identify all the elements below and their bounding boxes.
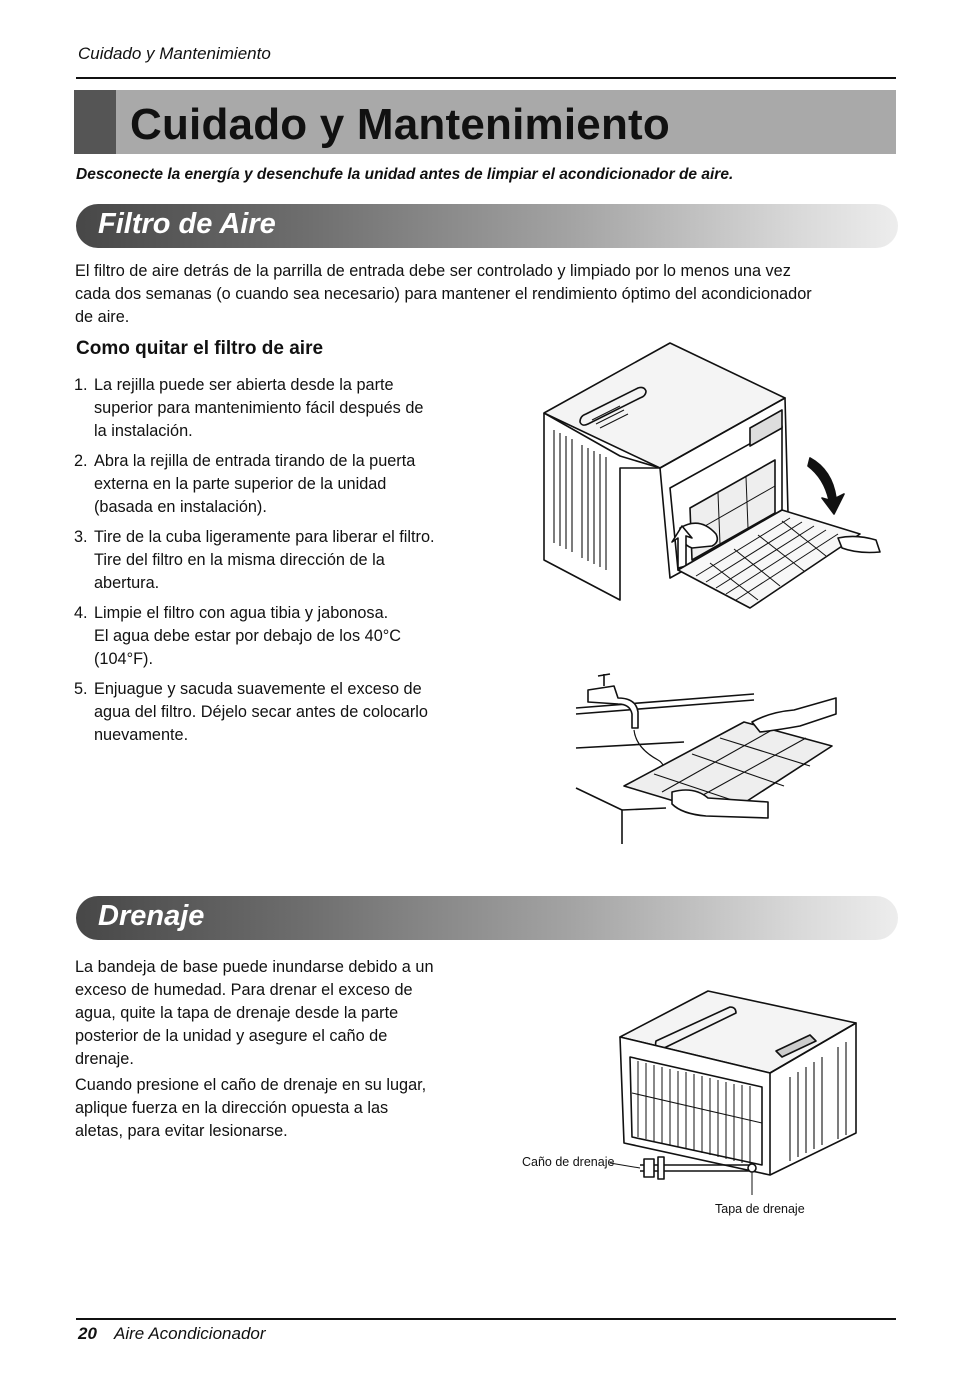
drain-paragraph-1: La bandeja de base puede inundarse debido a un exceso de humedad. Para drenar el exceso de agua, quite la tapa de drenaje desde la parte posterior de la unidad y asegure el caño de drenaje. xyxy=(75,958,434,1068)
section-title-drain: Drenaje xyxy=(98,900,205,932)
list-item: 2. Abra la rejilla de entrada tirando de la puerta externa en la parte superior de la unidad (basada en instalación). xyxy=(74,452,416,516)
running-header: Cuidado y Mantenimiento xyxy=(78,44,271,63)
safety-warning: Desconecte la energía y desenchufe la unidad antes de limpiar el acondicionador de aire. xyxy=(76,166,734,183)
footer-rule xyxy=(76,1318,896,1320)
label-drain-cap: Tapa de drenaje xyxy=(715,1202,805,1216)
filter-subheading: Como quitar el filtro de aire xyxy=(76,338,324,359)
drain-paragraph-2: Cuando presione el caño de drenaje en su lugar, aplique fuerza en la dirección opuesta a las aletas, para evitar lesionarse. xyxy=(75,1076,427,1140)
ac-open-grille-illustration xyxy=(520,338,890,638)
list-item: 4. Limpie el filtro con agua tibia y jabonosa. El agua debe estar por debajo de los 40°C (104°F). xyxy=(74,604,402,668)
list-item: 1. La rejilla puede ser abierta desde la parte superior para mantenimiento fácil después de la instalación. xyxy=(74,376,424,440)
page-title: Cuidado y Mantenimiento xyxy=(130,100,670,149)
list-item: 5. Enjuague y sacuda suavemente el exceso de agua del filtro. Déjelo secar antes de colocarlo nuevamente. xyxy=(74,680,428,744)
section-title-filter: Filtro de Aire xyxy=(98,208,276,240)
filter-intro-line: El filtro de aire detrás de la parrilla de entrada debe ser controlado y limpiado por lo menos una vez xyxy=(75,262,791,280)
filter-washing-illustration xyxy=(574,668,844,848)
ac-drain-illustration xyxy=(600,985,860,1195)
filter-steps-list xyxy=(74,374,474,754)
list-item: 3. Tire de la cuba ligeramente para liberar el filtro. Tire del filtro en la misma dirección de la abertura. xyxy=(74,528,435,592)
filter-intro xyxy=(75,260,905,329)
page-number: 20 xyxy=(78,1324,97,1343)
title-block-accent xyxy=(74,90,116,154)
filter-intro-line: de aire. xyxy=(75,308,130,326)
filter-intro-line: cada dos semanas (o cuando sea necesario) para mantener el rendimiento óptimo del acondicionador xyxy=(75,285,812,303)
footer-title: Aire Acondicionador xyxy=(114,1324,266,1343)
label-drain-pipe: Caño de drenaje xyxy=(522,1155,615,1169)
header-rule xyxy=(76,77,896,79)
